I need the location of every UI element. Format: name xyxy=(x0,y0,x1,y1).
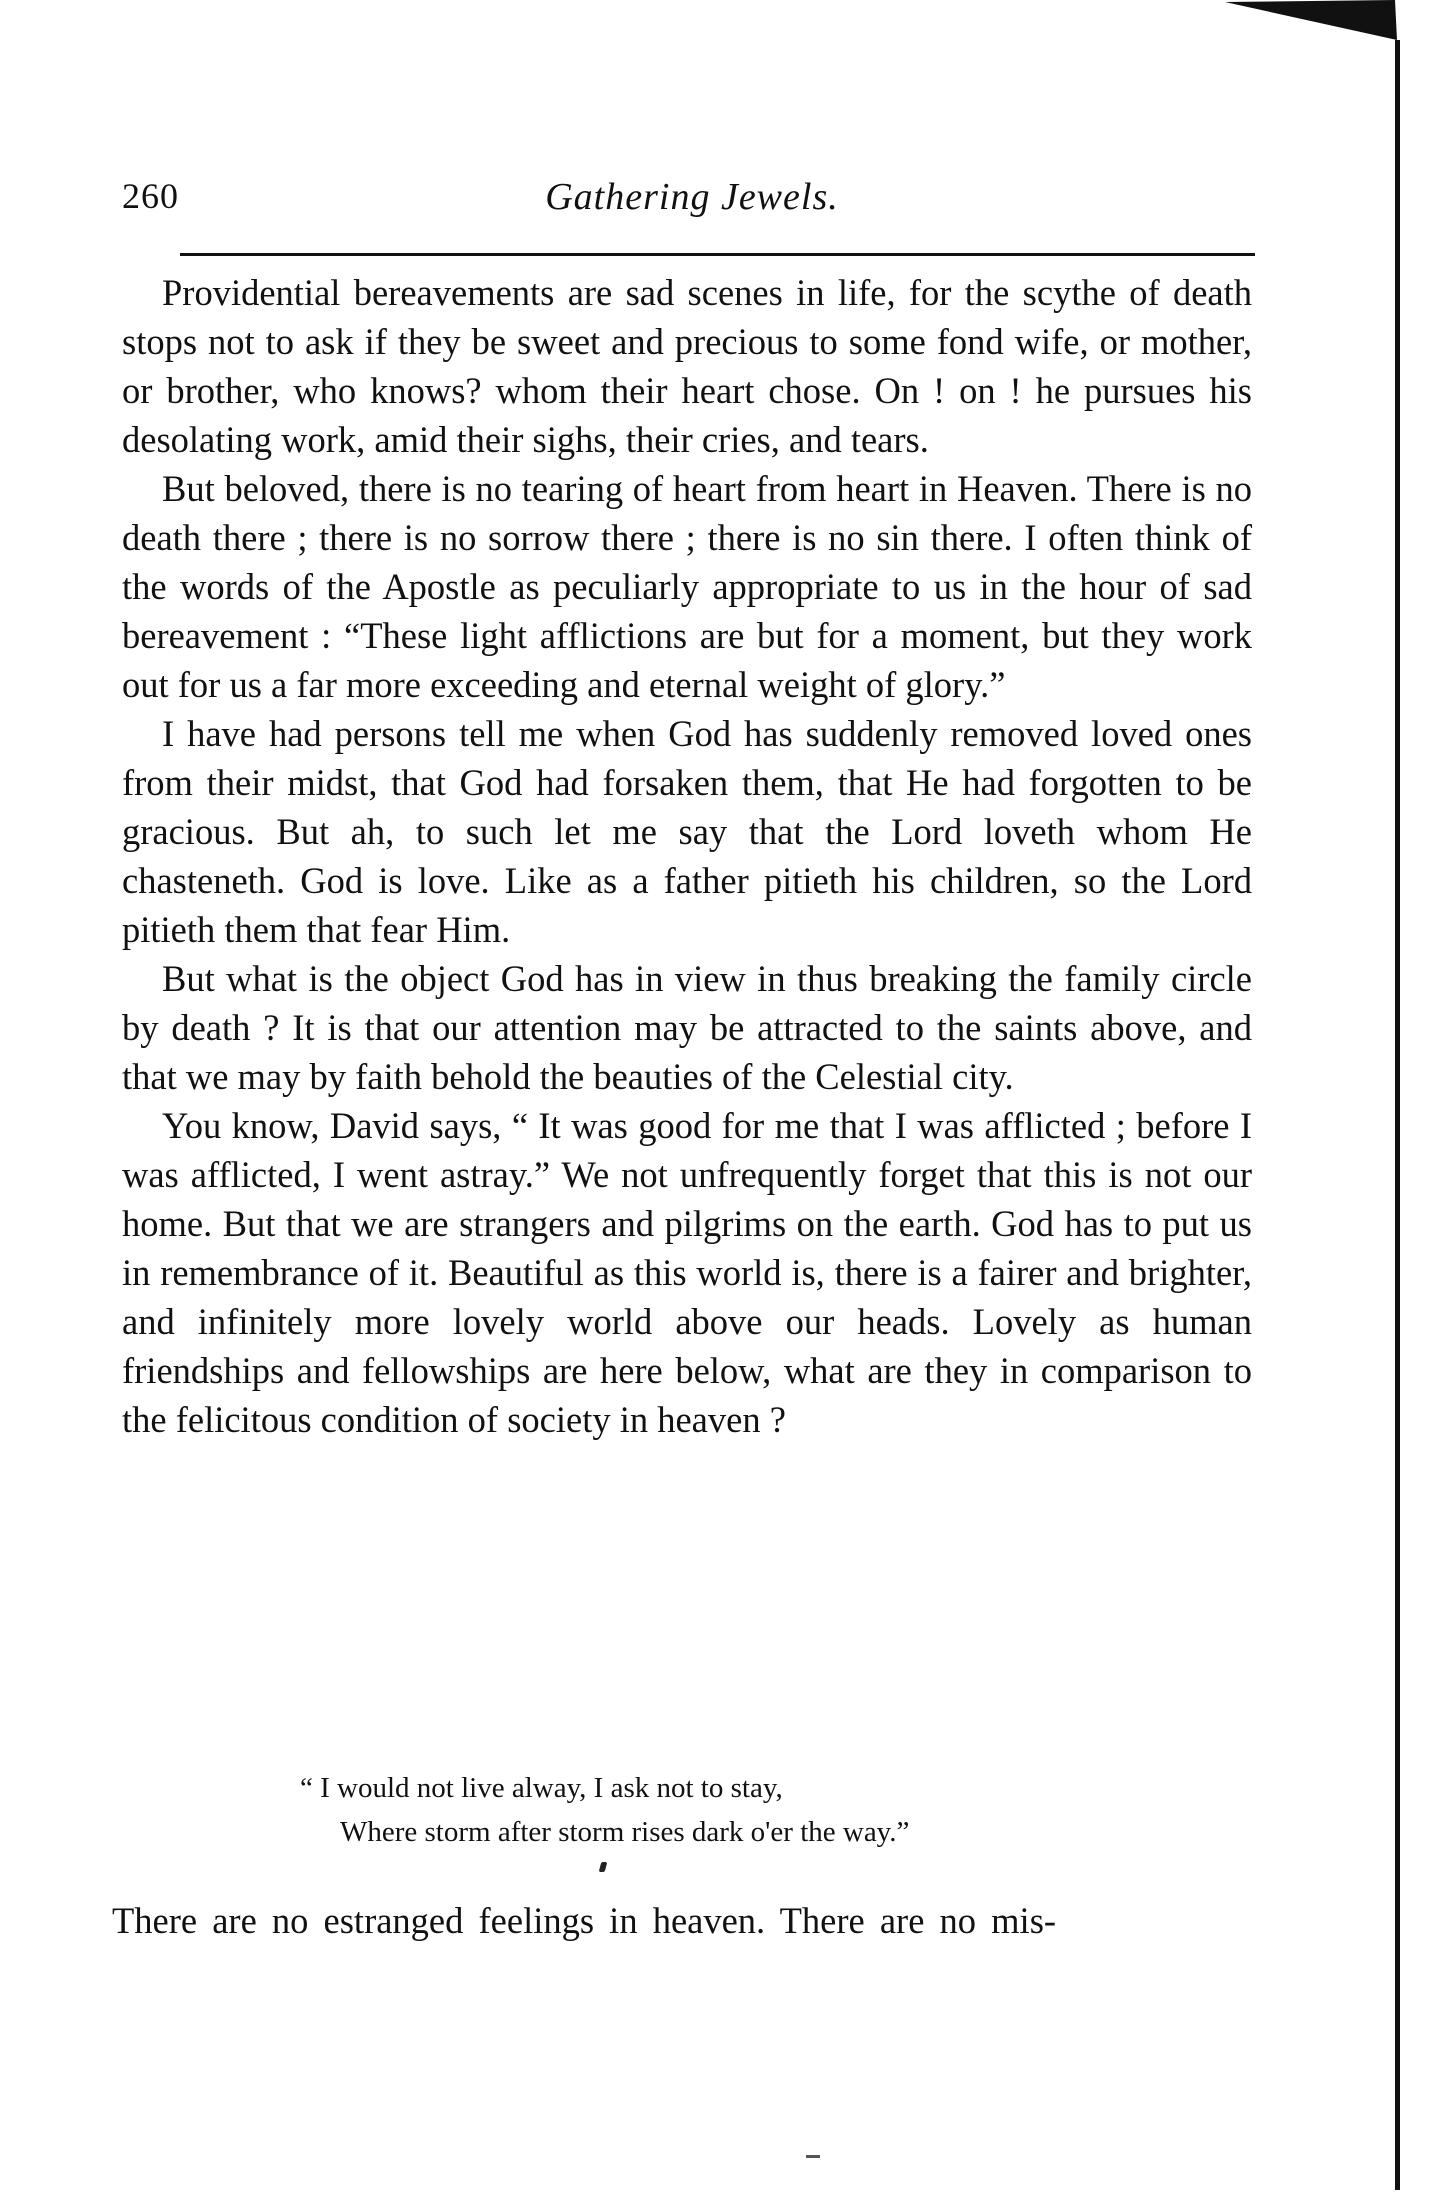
verse-line: “ I would not live alway, I ask not to stay, xyxy=(300,1772,783,1804)
body-text xyxy=(122,268,1252,1444)
corner-scan-artifact xyxy=(1225,0,1400,60)
header-rule xyxy=(180,253,1255,256)
paragraph: I have had persons tell me when God has suddenly removed loved ones from their midst, that God had forsaken them, that He had forgotten to be gracious. But ah, to such let me say that the Lord loveth whom He chasteneth. God is love. Like as a father pitieth his children, so the Lord pitieth them that fear Him. xyxy=(122,713,1252,950)
paragraph: You know, David says, “ It was good for me that I was afflicted ; before I was afflicted, I went astray.” We not unfrequently forget that this is not our home. But that we are strangers and pilgrims on the earth. God has to put us in remembrance of it. Beautiful as this world is, there is a fairer and brighter, and infinitely more lovely world above our heads. Lovely as human friendships and fellowships are here below, what are they in comparison to the felicitous condition of society in heaven ? xyxy=(122,1105,1252,1440)
paragraph: Providential bereavements are sad scenes in life, for the scythe of death stops not to ask if they be sweet and precious to some fond wife, or mother, or brother, who knows? whom their heart chose. On ! on ! he pursues his desolating work, amid their sighs, their cries, and tears. xyxy=(122,272,1252,460)
continuation-line: There are no estranged feelings in heaven. There are no mis- xyxy=(112,1900,1057,1941)
verse-line: Where storm after storm rises dark o'er the way.” xyxy=(340,1816,910,1848)
ink-mark xyxy=(599,1862,608,1872)
paragraph: But beloved, there is no tearing of heart from heart in Heaven. There is no death there ; there is no sorrow there ; there is no sin there. I often think of the words of the Apostle as peculiarly appropriate to us in the hour of sad bereavement : “These light afflictions are but for a moment, but they work out for us a far more exceeding and eternal weight of glory.” xyxy=(122,468,1252,705)
page-header xyxy=(122,175,1262,235)
paragraph: But what is the object God has in view in thus breaking the family circle by death ? It is that our attention may be attracted to the saints above, and that we may by faith behold the beauties of the Celestial city. xyxy=(122,958,1252,1097)
verse-quote xyxy=(300,1766,1200,1854)
page-number: 260 xyxy=(122,176,179,216)
page-edge-shadow xyxy=(1395,40,1400,2190)
ink-speck xyxy=(806,2155,820,2158)
running-title: Gathering Jewels. xyxy=(545,176,839,218)
